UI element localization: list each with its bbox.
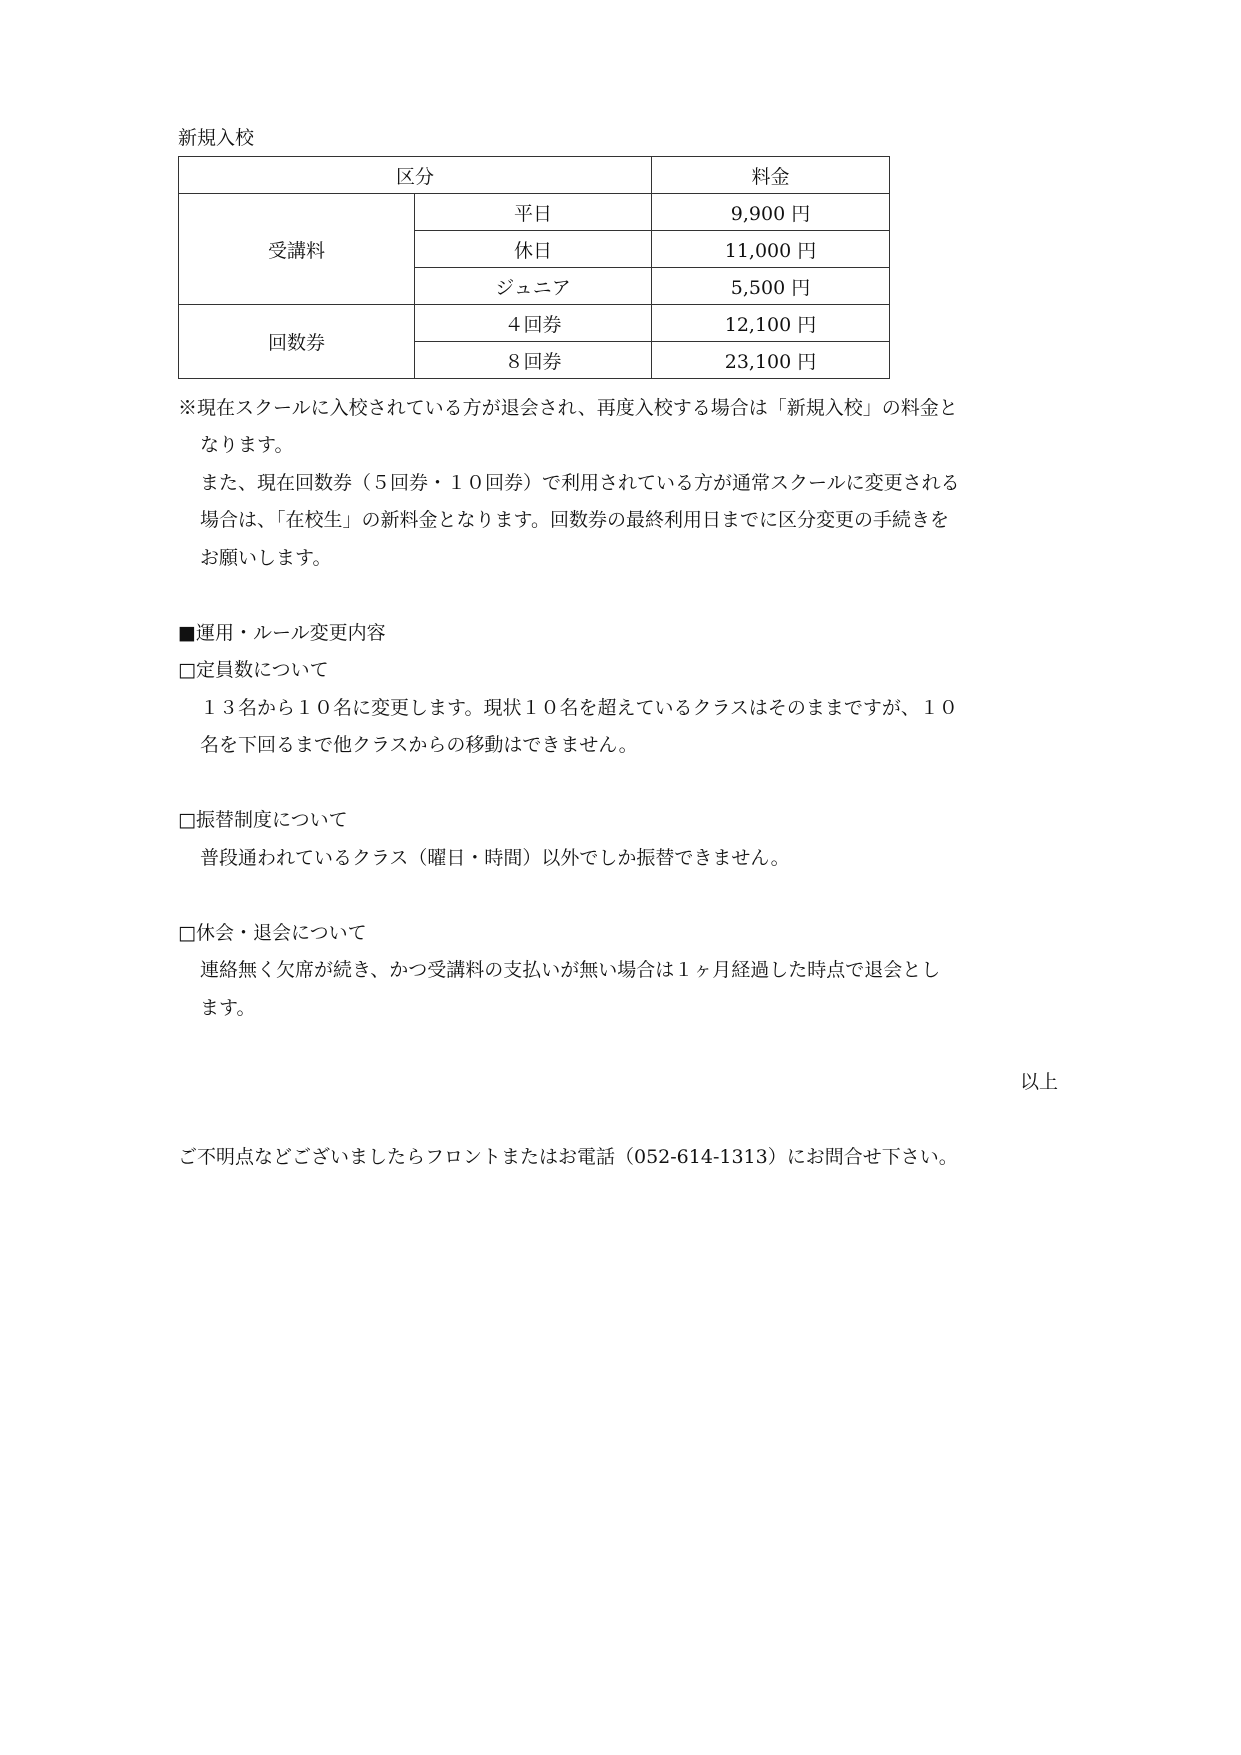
row-type: ４回券 (415, 305, 652, 342)
row-fee: 5,500 円 (652, 268, 890, 305)
table-header-row (179, 157, 890, 194)
contact-text: ご不明点などございましたらフロントまたはお電話（052-614-1313）にお問合せ下さい。 (178, 1146, 958, 1168)
transfer-heading: □振替制度について (178, 809, 348, 831)
header-category: 区分 (179, 157, 652, 194)
transfer-text: 普段通われているクラス（曜日・時間）以外でしか振替できません。 (200, 847, 790, 869)
row-type: ジュニア (415, 268, 652, 305)
rules-heading: ■運用・ルール変更内容 (178, 622, 386, 644)
row-fee: 11,000 円 (652, 231, 890, 268)
row-fee: 23,100 円 (652, 342, 890, 379)
table-row (179, 194, 890, 231)
suspension-text: ます。 (200, 997, 256, 1019)
fee-table (178, 156, 890, 379)
row-type: 休日 (415, 231, 652, 268)
capacity-text: １３名から１０名に変更します。現状１０名を超えているクラスはそのままですが、１０ (200, 697, 958, 719)
row-type: ８回券 (415, 342, 652, 379)
suspension-heading: □休会・退会について (178, 922, 367, 944)
capacity-text: 名を下回るまで他クラスからの移動はできません。 (200, 734, 638, 756)
row-type: 平日 (415, 194, 652, 231)
section-title: 新規入校 (178, 127, 255, 149)
note-line: ※現在スクールに入校されている方が退会され、再度入校する場合は「新規入校」の料金と (178, 397, 958, 419)
capacity-heading: □定員数について (178, 659, 329, 681)
row-fee: 12,100 円 (652, 305, 890, 342)
closing-text: 以上 (1019, 1071, 1058, 1093)
note-line: なります。 (200, 434, 294, 456)
table-row (179, 305, 890, 342)
note-line: お願いします。 (200, 547, 332, 569)
row-fee: 9,900 円 (652, 194, 890, 231)
group-name: 回数券 (179, 305, 415, 379)
note-line: また、現在回数券（５回券・１０回券）で利用されている方が通常スクールに変更される (200, 472, 960, 494)
note-line: 場合は、「在校生」の新料金となります。回数券の最終利用日までに区分変更の手続きを (200, 509, 949, 531)
suspension-text: 連絡無く欠席が続き、かつ受講料の支払いが無い場合は１ヶ月経過した時点で退会とし (200, 959, 941, 981)
header-fee: 料金 (652, 157, 890, 194)
group-name: 受講料 (179, 194, 415, 305)
